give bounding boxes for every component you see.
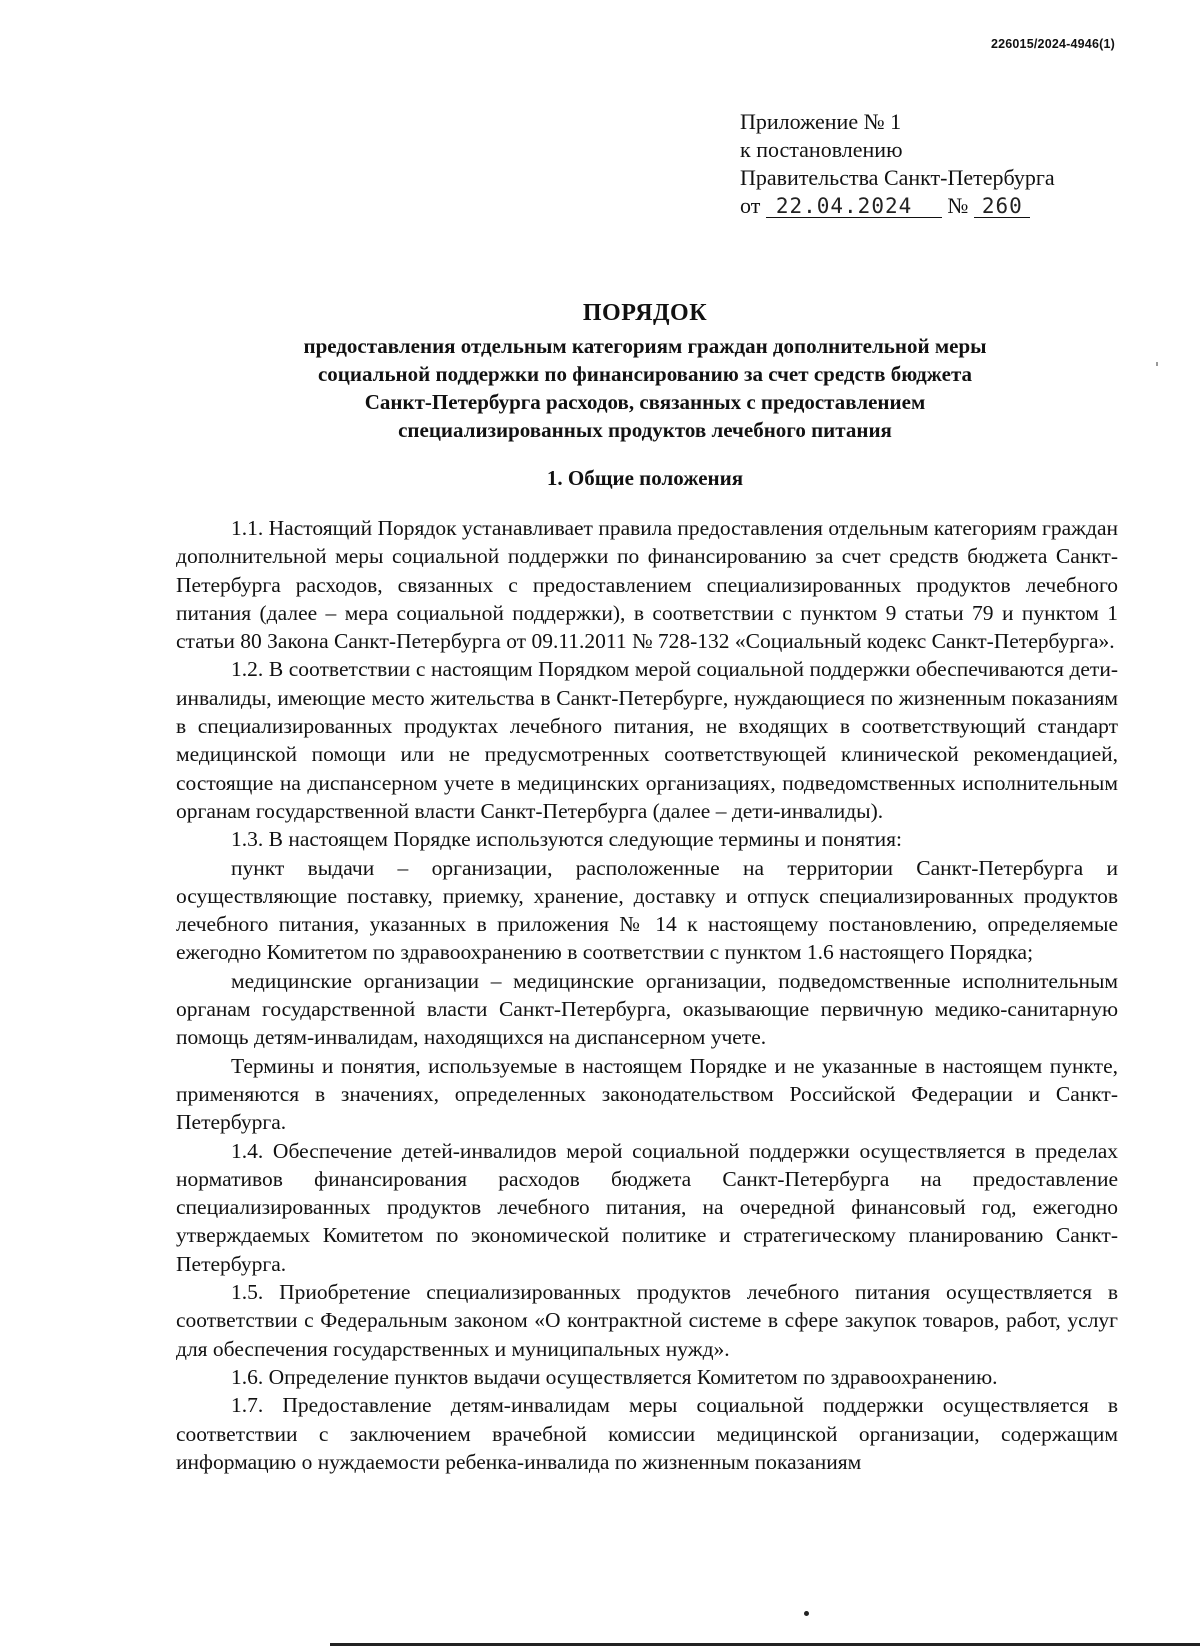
subtitle-line: социальной поддержки по финансированию за счет средств бюджета bbox=[317, 362, 973, 386]
scan-speck bbox=[1156, 362, 1158, 366]
appendix-line: Приложение № 1 bbox=[740, 109, 902, 134]
from-label: от bbox=[740, 193, 761, 218]
appendix-line: к постановлению bbox=[740, 137, 903, 162]
scan-dot bbox=[804, 1611, 809, 1616]
definition-pickup-point: пункт выдачи – организации, расположенные на территории Санкт-Петербурга и осуществляющие поставку, приемку, хранение, доставку и отпуск специализированных продуктов лечебного питания, указанных в приложения № 14 к настоящему постановлению, определяемые ежегодно Комитетом по здравоохранению в соответствии с пунктом 1.6 настоящего Порядка; bbox=[176, 855, 1118, 965]
resolution-number: 260 bbox=[974, 195, 1030, 218]
section-heading: 1. Общие положения bbox=[546, 466, 744, 490]
subtitle-line: специализированных продуктов лечебного питания bbox=[398, 418, 892, 442]
title-main: ПОРЯДОК bbox=[582, 300, 708, 326]
resolution-date: 22.04.2024 bbox=[766, 195, 942, 218]
appendix-block bbox=[740, 108, 1140, 220]
appendix-line: Правительства Санкт-Петербурга bbox=[740, 165, 1055, 190]
subtitle-line: предоставления отдельным категориям граждан дополнительной меры bbox=[303, 334, 987, 358]
terms-note: Термины и понятия, используемые в настоящем Порядке и не указанные в настоящем пункте, применяются в значениях, определенных законодательством Российской Федерации и Санкт-Петербурга. bbox=[176, 1053, 1118, 1135]
paragraph-1-2: 1.2. В соответствии с настоящим Порядком мерой социальной поддержки обеспечиваются дети-инвалиды, имеющие место жительства в Санкт-Петербурге, нуждающиеся по жизненным показаниям в специализированных продуктах лечебного питания, не входящих в соответствующий стандарт медицинской помощи или не предусмотренных соответствующей клинической рекомендацией, состоящие на диспансерном учете в медицинских организациях, подведомственных исполнительным органам государственной власти Санкт-Петербурга (далее – дети-инвалиды). bbox=[176, 657, 1118, 823]
paragraph-1-1: 1.1. Настоящий Порядок устанавливает правила предоставления отдельным категориям граждан дополнительной меры социальной поддержки по финансированию за счет средств бюджета Санкт-Петербурга расходов, связанных с предоставлением специализированных продуктов лечебного питания (далее – мера социальной поддержки), в соответствии с пунктом 9 статьи 79 и пунктом 1 статьи 80 Закона Санкт-Петербурга от 09.11.2011 № 728-132 «Социальный кодекс Санкт-Петербурга». bbox=[176, 516, 1119, 654]
paragraph-1-4: 1.4. Обеспечение детей-инвалидов мерой социальной поддержки осуществляется в пределах нормативов финансирования расходов бюджета Санкт-Петербурга на предоставление специализированных продуктов лечебного питания, на очередной финансовый год, ежегодно утверждаемых Комитетом по экономической политике и стратегическому планированию Санкт-Петербурга. bbox=[176, 1138, 1118, 1276]
subtitle-line: Санкт-Петербурга расходов, связанных с предоставлением bbox=[364, 390, 926, 414]
document-body bbox=[176, 514, 1118, 1476]
paragraph-1-5: 1.5. Приобретение специализированных продуктов лечебного питания осуществляется в соответствии с Федеральным законом «О контрактной системе в сфере закупок товаров, работ, услуг для обеспечения государственных и муниципальных нужд». bbox=[176, 1280, 1118, 1361]
paragraph-1-7: 1.7. Предоставление детям-инвалидам меры социальной поддержки осуществляется в соответствии с заключением врачебной комиссии медицинской организации, содержащим информацию о нуждаемости ребенка-инвалида по жизненным показаниям bbox=[176, 1393, 1118, 1474]
definition-medical-organizations: медицинские организации – медицинские организации, подведомственные исполнительным органам государственной власти Санкт-Петербурга, оказывающие первичную медико-санитарную помощь детям-инвалидам, находящихся на диспансерном учете. bbox=[176, 968, 1118, 1050]
document-registration-number: 226015/2024-4946(1) bbox=[990, 37, 1115, 51]
title-subtitle bbox=[175, 332, 1115, 444]
number-label: № bbox=[947, 193, 969, 218]
appendix-date-row bbox=[740, 192, 1140, 220]
document-title bbox=[175, 298, 1115, 444]
paragraph-1-3: 1.3. В настоящем Порядке используются следующие термины и понятия: bbox=[231, 827, 902, 852]
paragraph-1-6: 1.6. Определение пунктов выдачи осуществляется Комитетом по здравоохранению. bbox=[231, 1364, 998, 1389]
